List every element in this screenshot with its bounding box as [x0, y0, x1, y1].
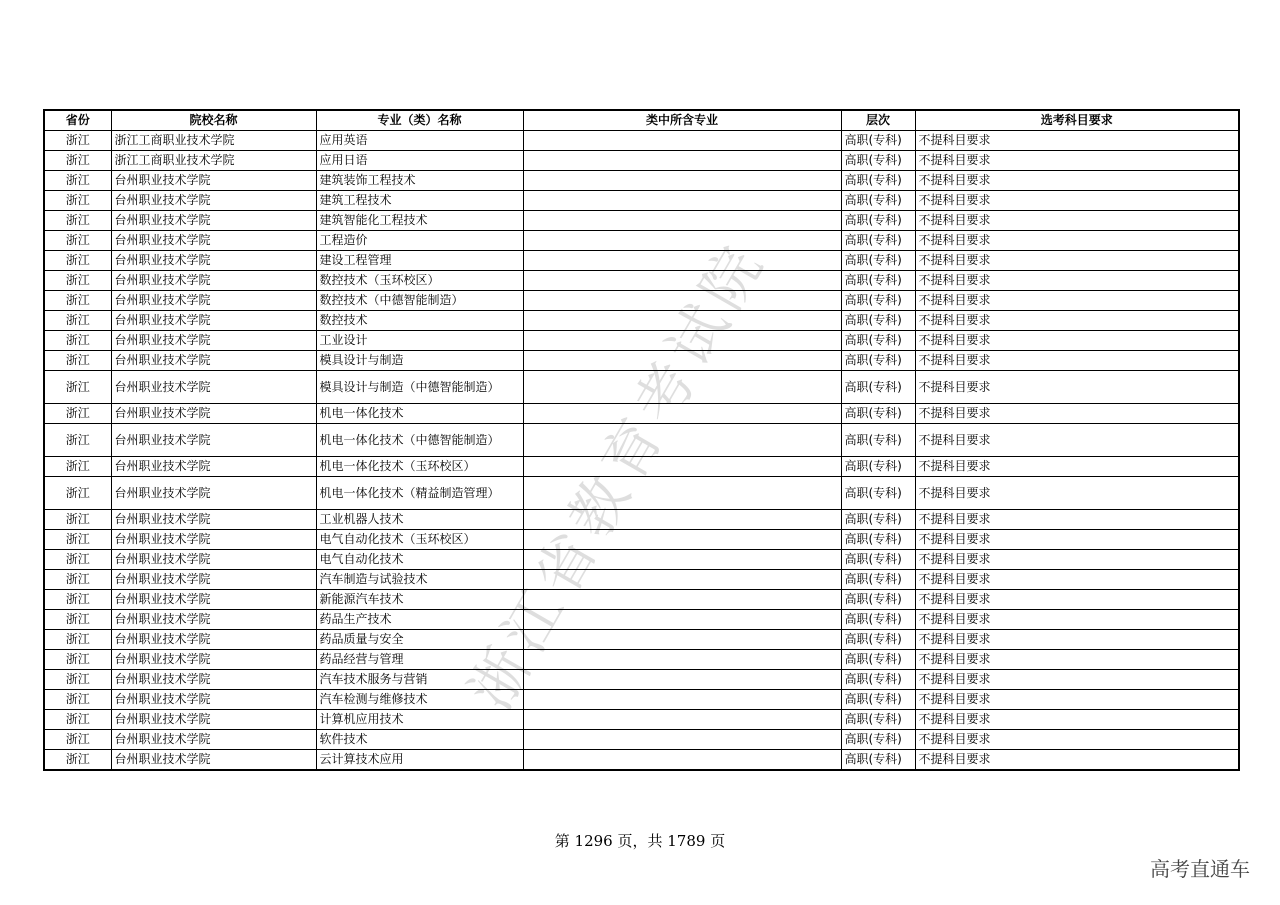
cell-level: 高职(专科)	[841, 291, 915, 311]
header-province: 省份	[44, 110, 111, 131]
header-school: 院校名称	[111, 110, 316, 131]
cell-school: 台州职业技术学院	[111, 650, 316, 670]
cell-province: 浙江	[44, 550, 111, 570]
cell-included-majors	[523, 630, 841, 650]
cell-major: 药品经营与管理	[316, 650, 523, 670]
cell-level: 高职(专科)	[841, 670, 915, 690]
cell-included-majors	[523, 550, 841, 570]
cell-province: 浙江	[44, 610, 111, 630]
cell-included-majors	[523, 457, 841, 477]
table-row	[44, 211, 1239, 231]
table-row	[44, 151, 1239, 171]
cell-included-majors	[523, 750, 841, 771]
cell-school: 台州职业技术学院	[111, 331, 316, 351]
cell-subject-requirement: 不提科目要求	[915, 477, 1239, 510]
cell-level: 高职(专科)	[841, 351, 915, 371]
cell-province: 浙江	[44, 351, 111, 371]
cell-province: 浙江	[44, 710, 111, 730]
cell-subject-requirement: 不提科目要求	[915, 750, 1239, 771]
cell-major: 机电一体化技术（精益制造管理）	[316, 477, 523, 510]
table-row	[44, 371, 1239, 404]
cell-included-majors	[523, 570, 841, 590]
cell-level: 高职(专科)	[841, 650, 915, 670]
table-row	[44, 510, 1239, 530]
cell-school: 台州职业技术学院	[111, 670, 316, 690]
cell-included-majors	[523, 730, 841, 750]
cell-major: 建设工程管理	[316, 251, 523, 271]
cell-subject-requirement: 不提科目要求	[915, 151, 1239, 171]
cell-major: 建筑工程技术	[316, 191, 523, 211]
cell-school: 台州职业技术学院	[111, 371, 316, 404]
cell-included-majors	[523, 311, 841, 331]
table-row	[44, 550, 1239, 570]
cell-province: 浙江	[44, 670, 111, 690]
cell-subject-requirement: 不提科目要求	[915, 690, 1239, 710]
cell-major: 机电一体化技术（中德智能制造）	[316, 424, 523, 457]
cell-school: 台州职业技术学院	[111, 211, 316, 231]
cell-subject-requirement: 不提科目要求	[915, 530, 1239, 550]
cell-province: 浙江	[44, 630, 111, 650]
cell-level: 高职(专科)	[841, 690, 915, 710]
table-row	[44, 477, 1239, 510]
cell-school: 台州职业技术学院	[111, 424, 316, 457]
cell-included-majors	[523, 510, 841, 530]
cell-level: 高职(专科)	[841, 530, 915, 550]
header-subject-requirement: 选考科目要求	[915, 110, 1239, 131]
cell-included-majors	[523, 710, 841, 730]
cell-included-majors	[523, 610, 841, 630]
cell-subject-requirement: 不提科目要求	[915, 171, 1239, 191]
cell-included-majors	[523, 231, 841, 251]
cell-major: 应用英语	[316, 131, 523, 151]
cell-level: 高职(专科)	[841, 630, 915, 650]
cell-level: 高职(专科)	[841, 251, 915, 271]
cell-level: 高职(专科)	[841, 610, 915, 630]
cell-school: 台州职业技术学院	[111, 477, 316, 510]
cell-included-majors	[523, 371, 841, 404]
cell-major: 机电一体化技术（玉环校区）	[316, 457, 523, 477]
cell-school: 台州职业技术学院	[111, 690, 316, 710]
cell-province: 浙江	[44, 650, 111, 670]
cell-province: 浙江	[44, 251, 111, 271]
cell-subject-requirement: 不提科目要求	[915, 590, 1239, 610]
cell-school: 台州职业技术学院	[111, 404, 316, 424]
cell-school: 台州职业技术学院	[111, 291, 316, 311]
table-row	[44, 710, 1239, 730]
cell-school: 台州职业技术学院	[111, 610, 316, 630]
cell-subject-requirement: 不提科目要求	[915, 211, 1239, 231]
table-row	[44, 570, 1239, 590]
cell-level: 高职(专科)	[841, 477, 915, 510]
cell-included-majors	[523, 424, 841, 457]
cell-province: 浙江	[44, 291, 111, 311]
cell-province: 浙江	[44, 457, 111, 477]
cell-major: 汽车制造与试验技术	[316, 570, 523, 590]
cell-subject-requirement: 不提科目要求	[915, 191, 1239, 211]
cell-province: 浙江	[44, 477, 111, 510]
table-row	[44, 610, 1239, 630]
cell-province: 浙江	[44, 590, 111, 610]
cell-included-majors	[523, 291, 841, 311]
table-row	[44, 271, 1239, 291]
cell-major: 计算机应用技术	[316, 710, 523, 730]
cell-subject-requirement: 不提科目要求	[915, 670, 1239, 690]
cell-subject-requirement: 不提科目要求	[915, 610, 1239, 630]
cell-major: 模具设计与制造	[316, 351, 523, 371]
cell-level: 高职(专科)	[841, 510, 915, 530]
cell-province: 浙江	[44, 750, 111, 771]
cell-major: 汽车技术服务与营销	[316, 670, 523, 690]
cell-school: 台州职业技术学院	[111, 570, 316, 590]
cell-school: 台州职业技术学院	[111, 730, 316, 750]
table-body	[44, 131, 1239, 771]
cell-included-majors	[523, 211, 841, 231]
cell-level: 高职(专科)	[841, 424, 915, 457]
cell-included-majors	[523, 530, 841, 550]
cell-major: 数控技术（玉环校区）	[316, 271, 523, 291]
cell-subject-requirement: 不提科目要求	[915, 424, 1239, 457]
cell-included-majors	[523, 351, 841, 371]
cell-school: 台州职业技术学院	[111, 630, 316, 650]
cell-major: 新能源汽车技术	[316, 590, 523, 610]
cell-subject-requirement: 不提科目要求	[915, 650, 1239, 670]
cell-level: 高职(专科)	[841, 404, 915, 424]
cell-province: 浙江	[44, 231, 111, 251]
cell-province: 浙江	[44, 271, 111, 291]
cell-included-majors	[523, 650, 841, 670]
cell-included-majors	[523, 404, 841, 424]
table-row	[44, 670, 1239, 690]
cell-included-majors	[523, 171, 841, 191]
cell-school: 台州职业技术学院	[111, 191, 316, 211]
cell-school: 台州职业技术学院	[111, 271, 316, 291]
cell-school: 台州职业技术学院	[111, 750, 316, 771]
table-row	[44, 231, 1239, 251]
cell-included-majors	[523, 690, 841, 710]
cell-school: 浙江工商职业技术学院	[111, 151, 316, 171]
table-row	[44, 191, 1239, 211]
cell-province: 浙江	[44, 191, 111, 211]
cell-level: 高职(专科)	[841, 131, 915, 151]
cell-major: 工程造价	[316, 231, 523, 251]
cell-school: 台州职业技术学院	[111, 530, 316, 550]
table-row	[44, 311, 1239, 331]
cell-major: 云计算技术应用	[316, 750, 523, 771]
table-row	[44, 590, 1239, 610]
table-row	[44, 750, 1239, 771]
cell-major: 汽车检测与维修技术	[316, 690, 523, 710]
cell-major: 电气自动化技术（玉环校区）	[316, 530, 523, 550]
table-row	[44, 404, 1239, 424]
cell-school: 台州职业技术学院	[111, 550, 316, 570]
cell-subject-requirement: 不提科目要求	[915, 231, 1239, 251]
cell-major: 软件技术	[316, 730, 523, 750]
cell-province: 浙江	[44, 530, 111, 550]
cell-province: 浙江	[44, 371, 111, 404]
cell-level: 高职(专科)	[841, 457, 915, 477]
cell-subject-requirement: 不提科目要求	[915, 630, 1239, 650]
cell-subject-requirement: 不提科目要求	[915, 251, 1239, 271]
cell-school: 台州职业技术学院	[111, 457, 316, 477]
cell-major: 模具设计与制造（中德智能制造）	[316, 371, 523, 404]
cell-major: 电气自动化技术	[316, 550, 523, 570]
table-row	[44, 251, 1239, 271]
cell-province: 浙江	[44, 730, 111, 750]
cell-level: 高职(专科)	[841, 331, 915, 351]
cell-province: 浙江	[44, 404, 111, 424]
table-row	[44, 457, 1239, 477]
header-included-majors: 类中所含专业	[523, 110, 841, 131]
table-row	[44, 331, 1239, 351]
table-row	[44, 690, 1239, 710]
cell-school: 台州职业技术学院	[111, 590, 316, 610]
cell-province: 浙江	[44, 570, 111, 590]
cell-included-majors	[523, 331, 841, 351]
cell-level: 高职(专科)	[841, 211, 915, 231]
cell-major: 建筑智能化工程技术	[316, 211, 523, 231]
cell-subject-requirement: 不提科目要求	[915, 371, 1239, 404]
cell-level: 高职(专科)	[841, 191, 915, 211]
table-header-row	[44, 110, 1239, 131]
header-level: 层次	[841, 110, 915, 131]
table-row	[44, 171, 1239, 191]
cell-province: 浙江	[44, 424, 111, 457]
cell-subject-requirement: 不提科目要求	[915, 404, 1239, 424]
watermark: 浙江省教育考试院	[456, 229, 780, 721]
cell-school: 台州职业技术学院	[111, 231, 316, 251]
cell-school: 浙江工商职业技术学院	[111, 131, 316, 151]
cell-subject-requirement: 不提科目要求	[915, 457, 1239, 477]
cell-major: 应用日语	[316, 151, 523, 171]
cell-level: 高职(专科)	[841, 371, 915, 404]
cell-province: 浙江	[44, 510, 111, 530]
cell-included-majors	[523, 590, 841, 610]
table-row	[44, 131, 1239, 151]
table-row	[44, 530, 1239, 550]
cell-major: 建筑装饰工程技术	[316, 171, 523, 191]
cell-included-majors	[523, 151, 841, 171]
cell-province: 浙江	[44, 171, 111, 191]
cell-subject-requirement: 不提科目要求	[915, 291, 1239, 311]
page-footer: 第 1296 页，共 1789 页	[554, 832, 726, 850]
admission-table	[43, 109, 1240, 771]
cell-province: 浙江	[44, 690, 111, 710]
cell-major: 工业机器人技术	[316, 510, 523, 530]
cell-level: 高职(专科)	[841, 710, 915, 730]
cell-included-majors	[523, 271, 841, 291]
cell-school: 台州职业技术学院	[111, 311, 316, 331]
cell-school: 台州职业技术学院	[111, 710, 316, 730]
cell-subject-requirement: 不提科目要求	[915, 131, 1239, 151]
cell-level: 高职(专科)	[841, 590, 915, 610]
cell-major: 机电一体化技术	[316, 404, 523, 424]
cell-major: 药品生产技术	[316, 610, 523, 630]
cell-province: 浙江	[44, 211, 111, 231]
cell-subject-requirement: 不提科目要求	[915, 710, 1239, 730]
cell-school: 台州职业技术学院	[111, 251, 316, 271]
cell-included-majors	[523, 191, 841, 211]
cell-subject-requirement: 不提科目要求	[915, 730, 1239, 750]
cell-subject-requirement: 不提科目要求	[915, 311, 1239, 331]
cell-school: 台州职业技术学院	[111, 510, 316, 530]
cell-subject-requirement: 不提科目要求	[915, 570, 1239, 590]
cell-level: 高职(专科)	[841, 750, 915, 771]
cell-province: 浙江	[44, 311, 111, 331]
cell-subject-requirement: 不提科目要求	[915, 331, 1239, 351]
table-row	[44, 630, 1239, 650]
cell-major: 工业设计	[316, 331, 523, 351]
cell-level: 高职(专科)	[841, 151, 915, 171]
table-row	[44, 351, 1239, 371]
cell-included-majors	[523, 251, 841, 271]
cell-included-majors	[523, 477, 841, 510]
cell-level: 高职(专科)	[841, 550, 915, 570]
cell-level: 高职(专科)	[841, 730, 915, 750]
cell-school: 台州职业技术学院	[111, 351, 316, 371]
cell-major: 数控技术（中德智能制造）	[316, 291, 523, 311]
cell-major: 药品质量与安全	[316, 630, 523, 650]
cell-subject-requirement: 不提科目要求	[915, 351, 1239, 371]
cell-subject-requirement: 不提科目要求	[915, 550, 1239, 570]
cell-level: 高职(专科)	[841, 271, 915, 291]
table-row	[44, 291, 1239, 311]
table-row	[44, 424, 1239, 457]
brand-logo-text: 高考直通车	[1150, 857, 1250, 881]
cell-province: 浙江	[44, 131, 111, 151]
cell-included-majors	[523, 131, 841, 151]
cell-school: 台州职业技术学院	[111, 171, 316, 191]
table-row	[44, 730, 1239, 750]
table-row	[44, 650, 1239, 670]
cell-province: 浙江	[44, 331, 111, 351]
cell-included-majors	[523, 670, 841, 690]
cell-level: 高职(专科)	[841, 311, 915, 331]
cell-subject-requirement: 不提科目要求	[915, 510, 1239, 530]
cell-level: 高职(专科)	[841, 231, 915, 251]
cell-level: 高职(专科)	[841, 570, 915, 590]
cell-major: 数控技术	[316, 311, 523, 331]
cell-level: 高职(专科)	[841, 171, 915, 191]
cell-province: 浙江	[44, 151, 111, 171]
header-major: 专业（类）名称	[316, 110, 523, 131]
cell-subject-requirement: 不提科目要求	[915, 271, 1239, 291]
